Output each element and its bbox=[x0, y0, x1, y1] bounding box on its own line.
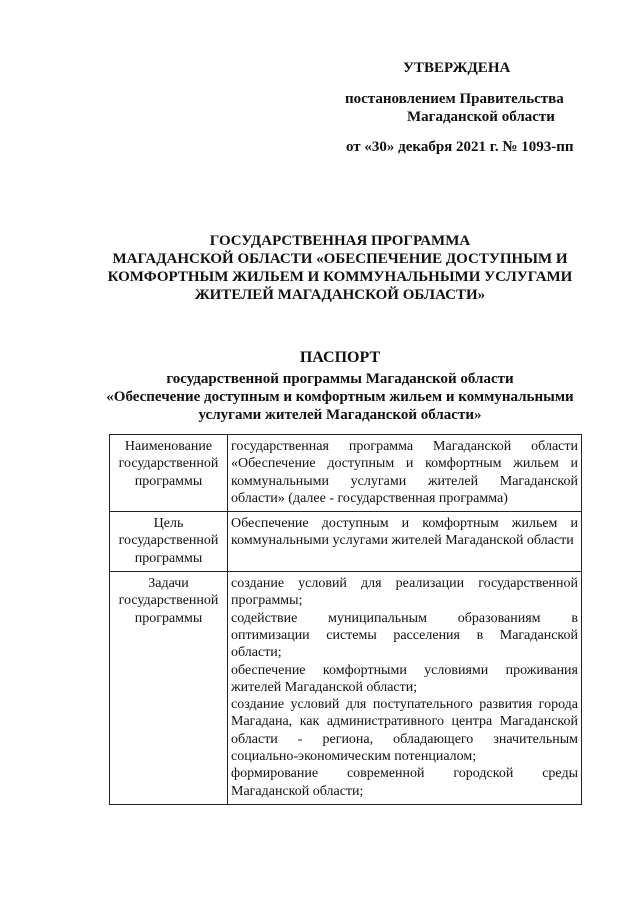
approval-heading: УТВЕРЖДЕНА bbox=[403, 60, 511, 76]
approval-line-2: Магаданской области bbox=[407, 109, 555, 125]
row-value bbox=[228, 435, 582, 512]
program-title-line: ЖИТЕЛЕЙ МАГАДАНСКОЙ ОБЛАСТИ» bbox=[194, 287, 486, 303]
table-row bbox=[110, 572, 582, 805]
passport-subtitle-line: «Обеспечение доступным и комфортным жильем и коммунальными bbox=[106, 389, 574, 405]
row-value-item: обеспечение комфортными условиями проживания жителей Магаданской области; bbox=[231, 662, 578, 695]
program-title bbox=[100, 232, 580, 304]
row-value-item: Обеспечение доступным и комфортным жильем и коммунальными услугами жителей Магаданской области bbox=[231, 516, 578, 549]
row-value bbox=[228, 572, 582, 805]
row-value-item: содействие муниципальным образованиям в оптимизации системы расселения в Магаданской области; bbox=[231, 610, 578, 661]
passport-subtitle-line: государственной программы Магаданской области bbox=[166, 371, 514, 387]
passport-table bbox=[109, 434, 582, 805]
row-value-item: формирование современной городской среды Магаданской области; bbox=[231, 766, 578, 799]
passport-heading: ПАСПОРТ bbox=[299, 349, 381, 366]
table-row bbox=[110, 435, 582, 512]
row-label: Наименование государственной программы bbox=[110, 435, 228, 512]
row-value bbox=[228, 512, 582, 572]
row-label: Цель государственной программы bbox=[110, 512, 228, 572]
table-row bbox=[110, 512, 582, 572]
passport-subtitle-line: услугами жителей Магаданской области» bbox=[198, 407, 482, 423]
approval-line-1: постановлением Правительства bbox=[345, 91, 564, 107]
row-label: Задачи государственной программы bbox=[110, 572, 228, 805]
row-value-item: создание условий для поступательного развития города Магадана, как административного центра Магаданской области - региона, обладающего значительным социально-экономическим потенциалом; bbox=[231, 697, 578, 765]
program-title-line: КОМФОРТНЫМ ЖИЛЬЕМ И КОММУНАЛЬНЫМИ УСЛУГАМИ bbox=[107, 269, 573, 285]
row-value-item: государственная программа Магаданской области «Обеспечение доступным и комфортным жильем и коммунальными услугами жителей Магаданской области» (далее - государственная программа) bbox=[231, 439, 578, 506]
row-value-item: создание условий для реализации государственной программы; bbox=[231, 576, 578, 609]
approval-date-number: от «30» декабря 2021 г. № 1093-пп bbox=[346, 139, 574, 155]
program-title-line: МАГАДАНСКОЙ ОБЛАСТИ «ОБЕСПЕЧЕНИЕ ДОСТУПНЫМ И bbox=[112, 251, 568, 267]
program-title-line: ГОСУДАРСТВЕННАЯ ПРОГРАММА bbox=[209, 233, 471, 249]
passport-heading-block bbox=[80, 349, 600, 424]
